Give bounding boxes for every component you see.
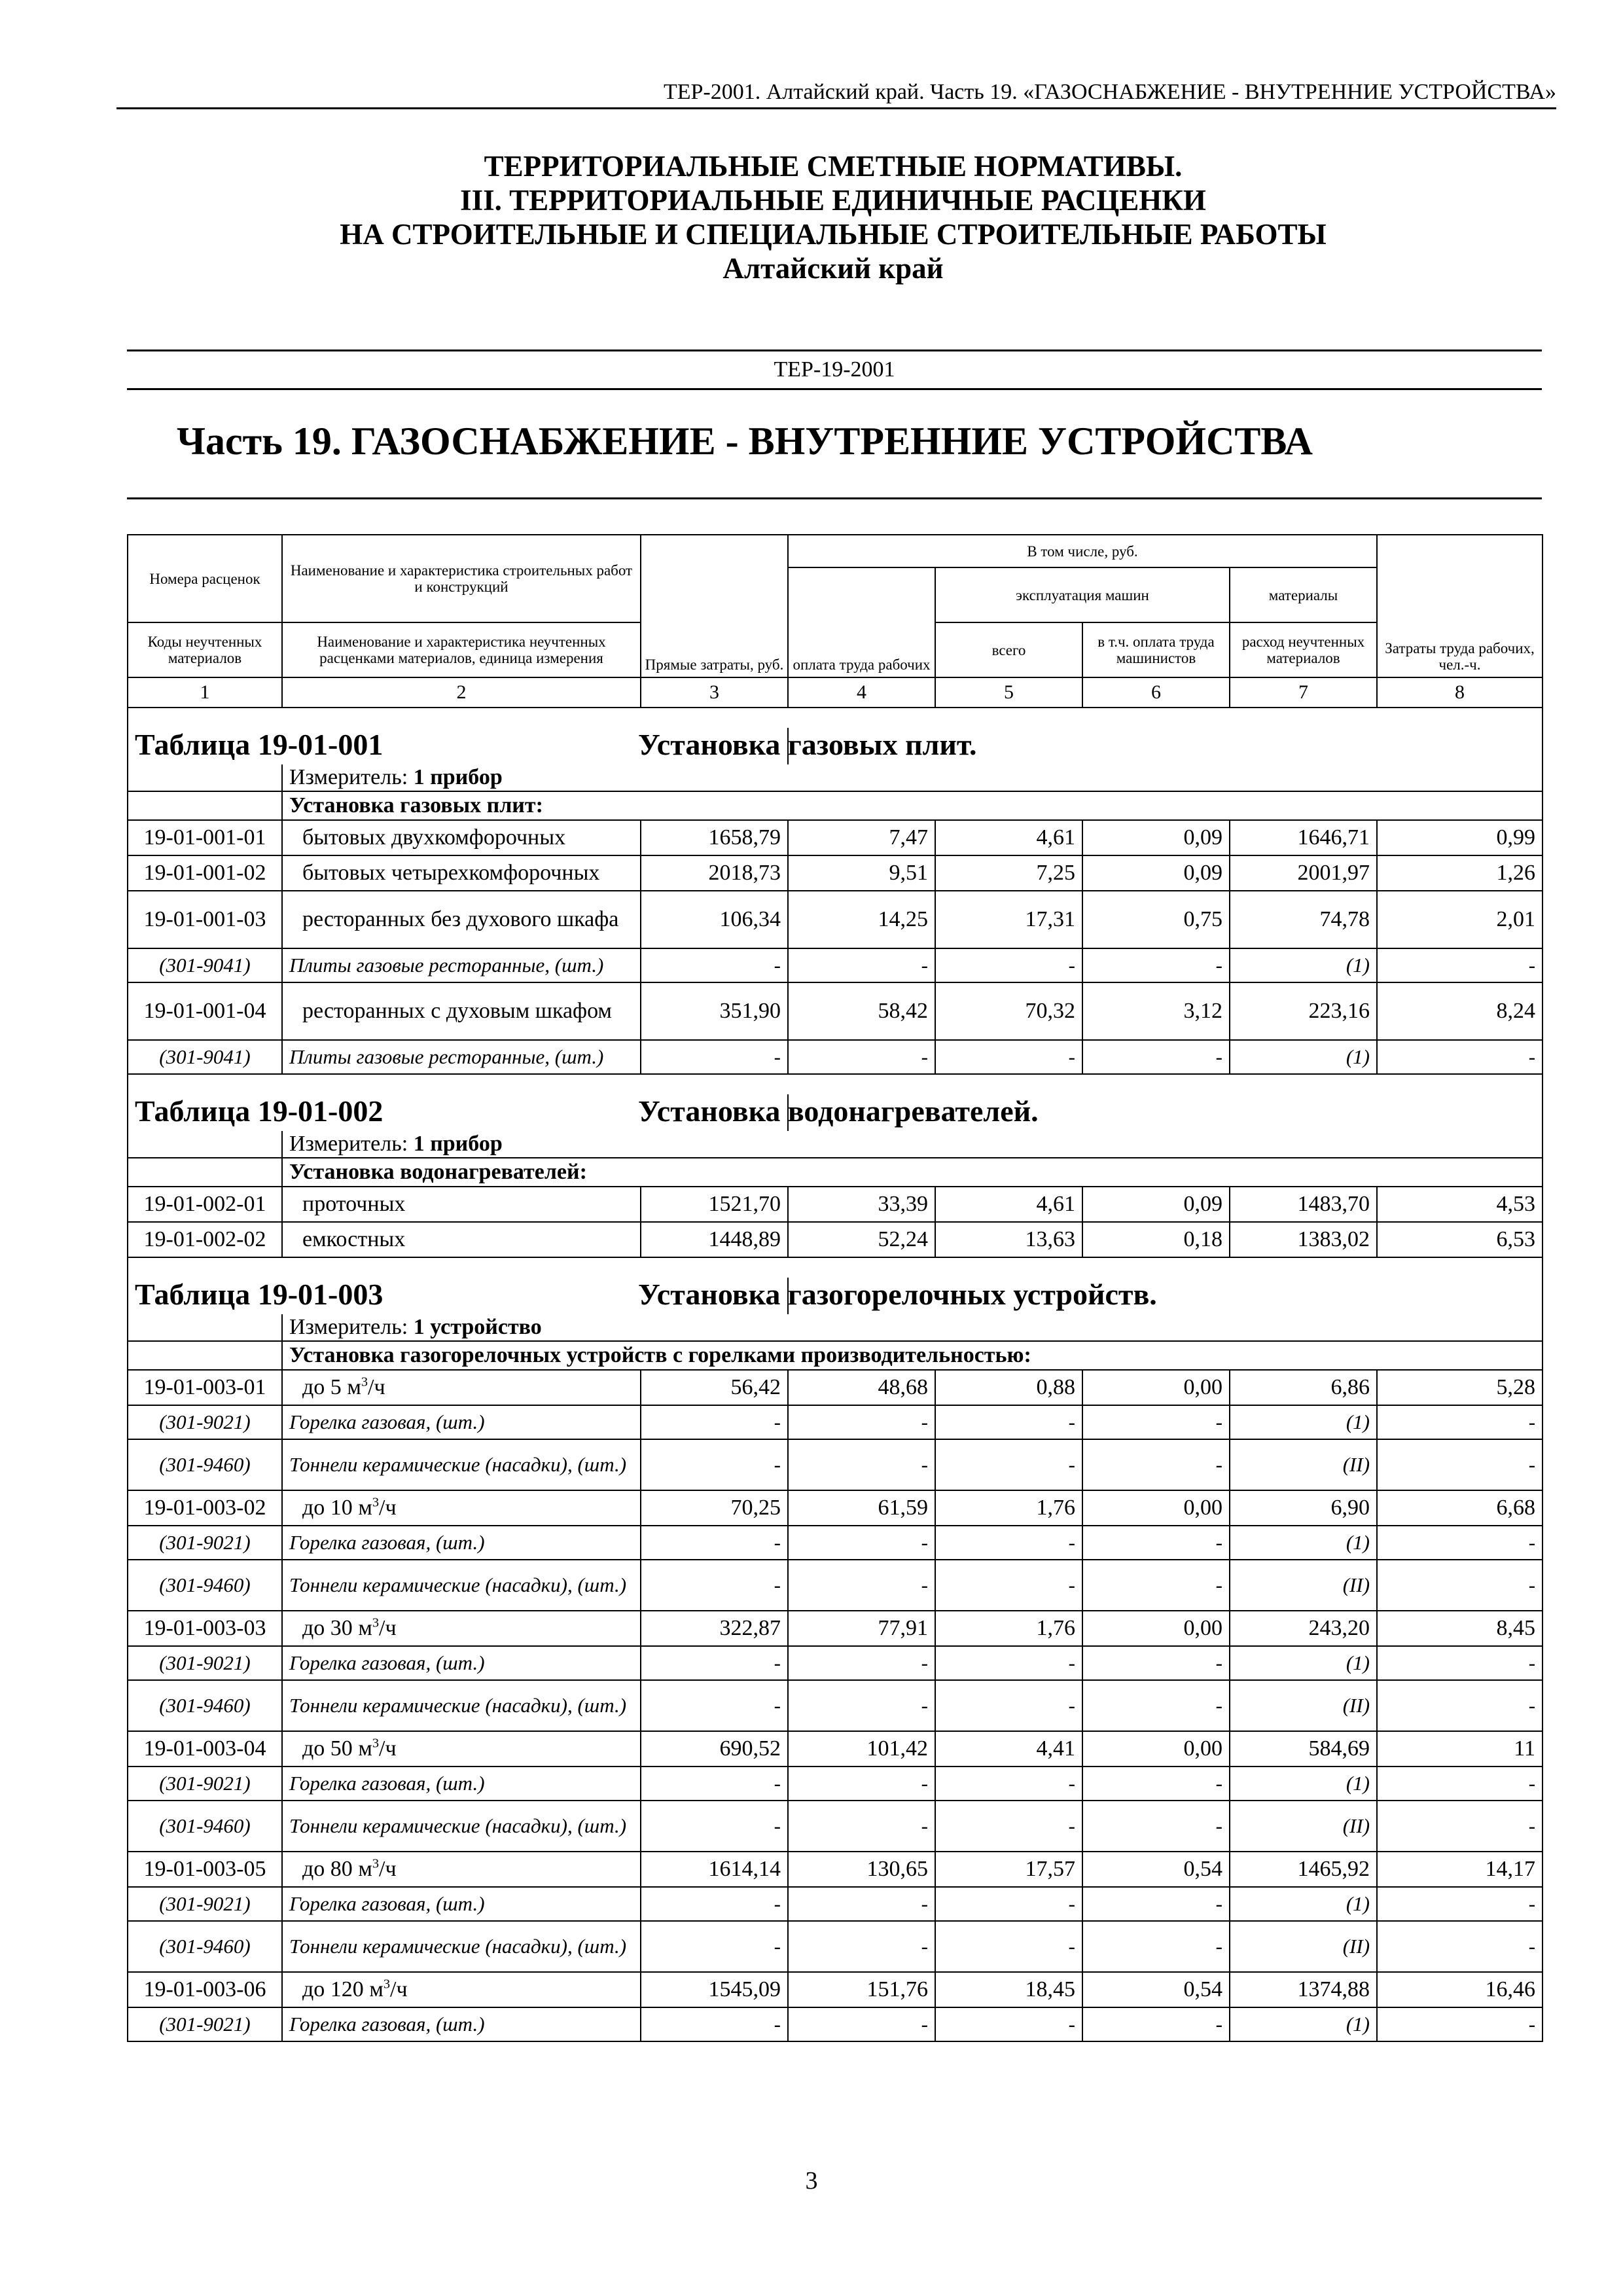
section-spacer [128,1257,1543,1278]
column-number: 1 [128,677,282,708]
spacer-row [128,1074,1543,1094]
document-titles [124,149,1542,285]
value-cell: - [788,1801,935,1852]
value-cell: 106,34 [641,891,788,948]
value-cell: - [1377,1801,1543,1852]
material-row [128,948,1543,982]
value-cell: (1) [1230,1526,1377,1560]
value-cell: 5,28 [1377,1370,1543,1405]
measure-text: Измеритель: 1 прибор [282,764,1543,791]
rates-table [127,534,1543,2042]
value-cell: - [1377,1680,1543,1731]
value-cell: 1383,02 [1230,1222,1377,1257]
material-row [128,1439,1543,1490]
table-row [128,1222,1543,1257]
value-cell: - [1377,1887,1543,1921]
header-col6: в т.ч. оплата труда машинистов [1082,622,1230,677]
header-col8: Затраты труда рабочих, чел.-ч. [1377,535,1543,677]
value-cell: 0,54 [1082,1852,1230,1887]
header-machines: эксплуатация машин [935,567,1230,622]
value-cell: (II) [1230,1439,1377,1490]
table-caption: Таблица 19-01-001 [128,728,788,764]
work-name-cell: до 30 $м^3/ч$ [282,1611,641,1646]
value-cell: - [935,1646,1082,1680]
material-code-cell: (301-9460) [128,1439,282,1490]
measure-text: Измеритель: 1 устройство [282,1314,1543,1341]
value-cell: - [641,1040,788,1074]
rate-code-cell: 19-01-001-03 [128,891,282,948]
table-cell [128,1158,282,1187]
header-materials: материалы [1230,567,1377,622]
table-title-row [128,1278,1543,1314]
part-title-rule [127,497,1542,499]
value-cell: (II) [1230,1801,1377,1852]
table-title: Установка водонагревателей. [788,1094,1543,1131]
value-cell: 0,09 [1082,855,1230,891]
material-row [128,1767,1543,1801]
column-number: 2 [282,677,641,708]
value-cell: 1521,70 [641,1187,788,1222]
value-cell: - [641,1887,788,1921]
value-cell: 584,69 [1230,1731,1377,1767]
material-row [128,1040,1543,1074]
value-cell: 0,09 [1082,1187,1230,1222]
table-caption: Таблица 19-01-003 [128,1278,788,1314]
value-cell: - [935,1040,1082,1074]
value-cell: - [935,1921,1082,1972]
value-cell: - [1082,1439,1230,1490]
value-cell: - [788,1560,935,1611]
value-cell: - [1377,1040,1543,1074]
value-cell: 18,45 [935,1972,1082,2007]
value-cell: 6,53 [1377,1222,1543,1257]
table-row [128,982,1543,1040]
value-cell: - [641,1560,788,1611]
value-cell: 17,31 [935,891,1082,948]
value-cell: - [1377,1526,1543,1560]
value-cell: (1) [1230,2007,1377,2041]
spacer-row [128,1257,1543,1278]
title-line-2: III. ТЕРРИТОРИАЛЬНЫЕ ЕДИНИЧНЫЕ РАСЦЕНКИ [460,184,1206,217]
value-cell: 2018,73 [641,855,788,891]
material-code-cell: (301-9460) [128,1680,282,1731]
running-header-text: ТЕР-2001. Алтайский край. Часть 19. «ГАЗОСНАБЖЕНИЕ - ВНУТРЕННИЕ УСТРОЙСТВА» [663,80,1556,104]
column-numbers-row [128,677,1543,708]
value-cell: - [641,1801,788,1852]
material-name-cell: Горелка газовая, (шт.) [282,1887,641,1921]
measure-row [128,1131,1543,1158]
material-code-cell: (301-9460) [128,1921,282,1972]
rate-code-cell: 19-01-003-02 [128,1490,282,1526]
spacer-row [128,708,1543,728]
value-cell: 151,76 [788,1972,935,2007]
value-cell: - [935,1439,1082,1490]
rate-code-cell: 19-01-001-01 [128,820,282,855]
value-cell: 13,63 [935,1222,1082,1257]
value-cell: 4,53 [1377,1187,1543,1222]
column-number: 4 [788,677,935,708]
value-cell: 6,68 [1377,1490,1543,1526]
section-spacer [128,708,1543,728]
material-code-cell: (301-9021) [128,1887,282,1921]
work-name-cell: до 10 $м^3/ч$ [282,1490,641,1526]
work-name-cell: емкостных [282,1222,641,1257]
value-cell: - [1082,1646,1230,1680]
value-cell: 0,54 [1082,1972,1230,2007]
rate-code-cell: 19-01-001-02 [128,855,282,891]
rate-code-cell: 19-01-003-03 [128,1611,282,1646]
work-name-cell: бытовых четырехкомфорочных [282,855,641,891]
value-cell: (1) [1230,1405,1377,1439]
material-name-cell: Тоннели керамические (насадки), (шт.) [282,1680,641,1731]
value-cell: 0,09 [1082,820,1230,855]
material-code-cell: (301-9021) [128,1405,282,1439]
part-title: Часть 19. ГАЗОСНАБЖЕНИЕ - ВНУТРЕННИЕ УСТРОЙСТВА [177,420,1313,463]
material-row [128,1646,1543,1680]
subtitle-row [128,1341,1543,1370]
work-name-cell: проточных [282,1187,641,1222]
table-row [128,1187,1543,1222]
value-cell: 33,39 [788,1187,935,1222]
material-name-cell: Горелка газовая, (шт.) [282,2007,641,2041]
header-col2-top: Наименование и характеристика строительных работ и конструкций [282,535,641,622]
rate-code-cell: 19-01-002-01 [128,1187,282,1222]
work-name-cell: до 50 $м^3/ч$ [282,1731,641,1767]
value-cell: (1) [1230,1767,1377,1801]
value-cell: 0,18 [1082,1222,1230,1257]
value-cell: - [1377,1439,1543,1490]
table-cell [128,764,282,791]
subtitle-row [128,1158,1543,1187]
material-name-cell: Плиты газовые ресторанные, (шт.) [282,1040,641,1074]
column-number: 6 [1082,677,1230,708]
material-row [128,1921,1543,1972]
value-cell: - [935,1767,1082,1801]
material-code-cell: (301-9041) [128,948,282,982]
value-cell: - [1377,1767,1543,1801]
table-caption: Таблица 19-01-002 [128,1094,788,1131]
value-cell: 52,24 [788,1222,935,1257]
value-cell: 0,75 [1082,891,1230,948]
value-cell: - [1082,1767,1230,1801]
value-cell: (1) [1230,1646,1377,1680]
material-code-cell: (301-9021) [128,1767,282,1801]
material-row [128,1801,1543,1852]
value-cell: - [1082,1526,1230,1560]
value-cell: 48,68 [788,1370,935,1405]
value-cell: (II) [1230,1560,1377,1611]
work-name-cell: до 5 $м^3/ч$ [282,1370,641,1405]
title-line-1: ТЕРРИТОРИАЛЬНЫЕ СМЕТНЫЕ НОРМАТИВЫ. [484,150,1183,183]
value-cell: 70,25 [641,1490,788,1526]
material-code-cell: (301-9021) [128,1526,282,1560]
table-title: Установка газогорелочных устройств. [788,1278,1543,1314]
value-cell: (II) [1230,1680,1377,1731]
value-cell: - [935,1405,1082,1439]
section-spacer [128,1074,1543,1094]
column-number: 7 [1230,677,1377,708]
value-cell: 0,00 [1082,1370,1230,1405]
table-title: Установка газовых плит. [788,728,1543,764]
value-cell: - [1082,1921,1230,1972]
value-cell: - [1082,1560,1230,1611]
subtitle: Установка газогорелочных устройств с горелками производительностью: [282,1341,1543,1370]
value-cell: - [788,1646,935,1680]
value-cell: 1545,09 [641,1972,788,2007]
value-cell: - [788,948,935,982]
value-cell: 0,99 [1377,820,1543,855]
measure-text: Измеритель: 1 прибор [282,1131,1543,1158]
material-code-cell: (301-9460) [128,1801,282,1852]
column-number: 5 [935,677,1082,708]
header-col1-bottom: Коды неучтенных материалов [128,622,282,677]
value-cell: - [1082,1040,1230,1074]
table-title-row [128,728,1543,764]
value-cell: 14,25 [788,891,935,948]
value-cell: 0,88 [935,1370,1082,1405]
value-cell: 243,20 [1230,1611,1377,1646]
table-row [128,820,1543,855]
table-header-row [128,535,1543,567]
rate-code-cell: 19-01-003-04 [128,1731,282,1767]
value-cell: - [788,1767,935,1801]
material-code-cell: (301-9041) [128,1040,282,1074]
work-name-cell: до 80 $м^3/ч$ [282,1852,641,1887]
header-col1-top: Номера расценок [128,535,282,622]
value-cell: 322,87 [641,1611,788,1646]
material-code-cell: (301-9021) [128,1646,282,1680]
value-cell: - [1082,1887,1230,1921]
value-cell: 17,57 [935,1852,1082,1887]
value-cell: - [1082,1680,1230,1731]
table-title-row [128,1094,1543,1131]
material-row [128,1405,1543,1439]
value-cell: 1448,89 [641,1222,788,1257]
value-cell: (1) [1230,948,1377,982]
header-col5: всего [935,622,1082,677]
material-code-cell: (301-9460) [128,1560,282,1611]
value-cell: - [935,1887,1082,1921]
value-cell: - [641,1767,788,1801]
value-cell: - [1377,948,1543,982]
subtitle-row [128,791,1543,820]
header-col2-bottom: Наименование и характеристика неучтенных расценками материалов, единица измерения [282,622,641,677]
measure-row [128,764,1543,791]
subtitle: Установка газовых плит: [282,791,1543,820]
material-name-cell: Тоннели керамические (насадки), (шт.) [282,1921,641,1972]
header-col7: расход неучтенных материалов [1230,622,1377,677]
page-number: 3 [805,2167,818,2195]
material-row [128,1560,1543,1611]
value-cell: 4,61 [935,1187,1082,1222]
table-row [128,1611,1543,1646]
value-cell: 1,26 [1377,855,1543,891]
value-cell: 0,00 [1082,1611,1230,1646]
document-id: ТЕР-19-2001 [127,350,1542,390]
table-row [128,1852,1543,1887]
rate-code-cell: 19-01-002-02 [128,1222,282,1257]
value-cell: 2,01 [1377,891,1543,948]
material-name-cell: Горелка газовая, (шт.) [282,1767,641,1801]
material-code-cell: (301-9021) [128,2007,282,2041]
value-cell: 77,91 [788,1611,935,1646]
table-cell [128,791,282,820]
value-cell: - [1082,1405,1230,1439]
value-cell: 223,16 [1230,982,1377,1040]
value-cell: - [935,948,1082,982]
table-row [128,1731,1543,1767]
table-row [128,1370,1543,1405]
value-cell: 2001,97 [1230,855,1377,891]
value-cell: 14,17 [1377,1852,1543,1887]
material-row [128,2007,1543,2041]
material-name-cell: Тоннели керамические (насадки), (шт.) [282,1560,641,1611]
value-cell: - [641,1646,788,1680]
value-cell: 56,42 [641,1370,788,1405]
value-cell: 1,76 [935,1611,1082,1646]
value-cell: 0,00 [1082,1731,1230,1767]
value-cell: - [1082,1801,1230,1852]
value-cell: 7,25 [935,855,1082,891]
subtitle: Установка водонагревателей: [282,1158,1543,1187]
value-cell: 1483,70 [1230,1187,1377,1222]
value-cell: - [1377,1921,1543,1972]
value-cell: - [641,1526,788,1560]
value-cell: - [788,1405,935,1439]
value-cell: 74,78 [1230,891,1377,948]
value-cell: 690,52 [641,1731,788,1767]
header-col4: оплата труда рабочих [788,567,935,677]
value-cell: 16,46 [1377,1972,1543,2007]
value-cell: 61,59 [788,1490,935,1526]
value-cell: - [1377,1405,1543,1439]
value-cell: 8,24 [1377,982,1543,1040]
rate-code-cell: 19-01-003-01 [128,1370,282,1405]
rate-code-cell: 19-01-003-06 [128,1972,282,2007]
material-name-cell: Тоннели керамические (насадки), (шт.) [282,1801,641,1852]
work-name-cell: ресторанных без духового шкафа [282,891,641,948]
material-name-cell: Горелка газовая, (шт.) [282,1646,641,1680]
value-cell: - [1377,1646,1543,1680]
table-cell [128,1314,282,1341]
value-cell: - [788,1439,935,1490]
value-cell: 6,90 [1230,1490,1377,1526]
value-cell: - [641,1405,788,1439]
value-cell: 58,42 [788,982,935,1040]
value-cell: 1465,92 [1230,1852,1377,1887]
value-cell: - [641,1921,788,1972]
value-cell: 1374,88 [1230,1972,1377,2007]
work-name-cell: бытовых двухкомфорочных [282,820,641,855]
value-cell: 0,00 [1082,1490,1230,1526]
value-cell: 130,65 [788,1852,935,1887]
value-cell: 1646,71 [1230,820,1377,855]
material-name-cell: Плиты газовые ресторанные, (шт.) [282,948,641,982]
table-cell [128,1131,282,1158]
column-number: 8 [1377,677,1543,708]
value-cell: - [788,1680,935,1731]
table-row [128,855,1543,891]
value-cell: - [641,1680,788,1731]
material-row [128,1887,1543,1921]
rate-code-cell: 19-01-003-05 [128,1852,282,1887]
table-row [128,1972,1543,2007]
value-cell: - [935,1560,1082,1611]
running-header [116,77,1556,109]
value-cell: 6,86 [1230,1370,1377,1405]
value-cell: - [641,948,788,982]
value-cell: (1) [1230,1887,1377,1921]
value-cell: 7,47 [788,820,935,855]
value-cell: 70,32 [935,982,1082,1040]
value-cell: (II) [1230,1921,1377,1972]
value-cell: - [1377,1560,1543,1611]
value-cell: 101,42 [788,1731,935,1767]
value-cell: - [641,2007,788,2041]
value-cell: 1,76 [935,1490,1082,1526]
value-cell: 9,51 [788,855,935,891]
value-cell: - [1377,2007,1543,2041]
value-cell: - [935,1801,1082,1852]
value-cell: - [641,1439,788,1490]
material-name-cell: Горелка газовая, (шт.) [282,1405,641,1439]
material-row [128,1526,1543,1560]
work-name-cell: ресторанных с духовым шкафом [282,982,641,1040]
value-cell: 4,61 [935,820,1082,855]
value-cell: - [935,1526,1082,1560]
material-name-cell: Горелка газовая, (шт.) [282,1526,641,1560]
value-cell: - [788,1921,935,1972]
value-cell: 351,90 [641,982,788,1040]
value-cell: - [1082,2007,1230,2041]
value-cell: - [788,1040,935,1074]
table-row [128,1490,1543,1526]
value-cell: 11 [1377,1731,1543,1767]
value-cell: 1658,79 [641,820,788,855]
header-group: В том числе, руб. [788,535,1377,567]
measure-row [128,1314,1543,1341]
value-cell: 8,45 [1377,1611,1543,1646]
value-cell: - [1082,948,1230,982]
title-line-3: НА СТРОИТЕЛЬНЫЕ И СПЕЦИАЛЬНЫЕ СТРОИТЕЛЬНЫЕ РАБОТЫ [340,218,1327,251]
value-cell: (1) [1230,1040,1377,1074]
value-cell: - [788,1526,935,1560]
table-row [128,891,1543,948]
material-name-cell: Тоннели керамические (насадки), (шт.) [282,1439,641,1490]
value-cell: - [788,1887,935,1921]
value-cell: 1614,14 [641,1852,788,1887]
value-cell: - [788,2007,935,2041]
work-name-cell: до 120 $м^3/ч$ [282,1972,641,2007]
header-col3: Прямые затраты, руб. [641,535,788,677]
title-line-4: Алтайский край [722,252,944,285]
column-number: 3 [641,677,788,708]
value-cell: - [935,1680,1082,1731]
value-cell: - [935,2007,1082,2041]
table-cell [128,1341,282,1370]
material-row [128,1680,1543,1731]
rate-code-cell: 19-01-001-04 [128,982,282,1040]
value-cell: 4,41 [935,1731,1082,1767]
value-cell: 3,12 [1082,982,1230,1040]
